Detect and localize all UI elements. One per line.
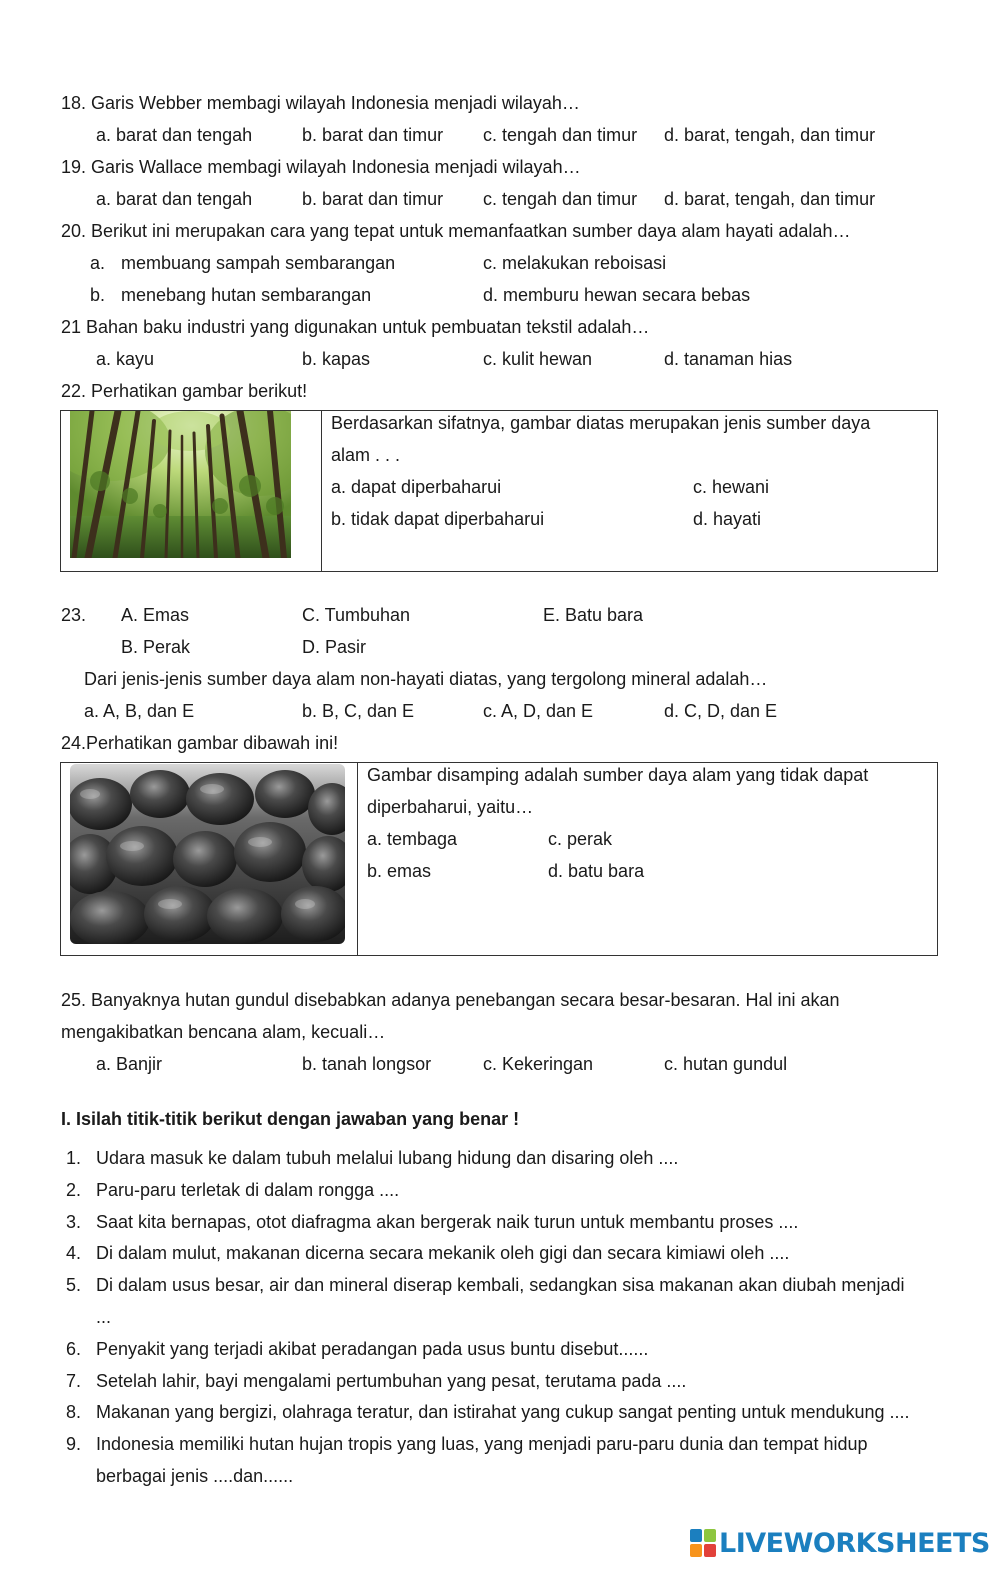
q21-option-d: d. tanaman hias [664,349,793,369]
q18-question: 18. Garis Webber membagi wilayah Indonesia menjadi wilayah… [61,93,580,113]
q20-option-d: d. memburu hewan secara bebas [483,285,751,305]
fill-item-number: 5. [66,1275,82,1295]
q22-option-b: b. tidak dapat diperbaharui [331,509,545,529]
coal-image [70,764,345,944]
q22-intro: 22. Perhatikan gambar berikut! [61,381,308,401]
fill-item-text-continued: ... [96,1307,112,1327]
q20-option-b-letter: b. [90,285,106,305]
q23-item-e: E. Batu bara [543,605,644,625]
q24-question-line1: Gambar disamping adalah sumber daya alam yang tidak dapat [367,765,869,785]
q20-question: 20. Berikut ini merupakan cara yang tepat untuk memanfaatkan sumber daya alam hayati adalah… [61,221,851,241]
q24-option-d: d. batu bara [548,861,645,881]
fill-item-text: Setelah lahir, bayi mengalami pertumbuhan yang pesat, terutama pada .... [96,1371,687,1391]
fill-item-text: Indonesia memiliki hutan hujan tropis yang luas, yang menjadi paru-paru dunia dan tempat hidup [96,1434,868,1454]
q22-divider [321,410,322,572]
fill-item-text: Paru-paru terletak di dalam rongga .... [96,1180,400,1200]
q24-intro: 24.Perhatikan gambar dibawah ini! [61,733,339,753]
q18-option-d: d. barat, tengah, dan timur [664,125,876,145]
section-i-heading: I. Isilah titik-titik berikut dengan jawaban yang benar ! [61,1109,520,1129]
q22-question-line1: Berdasarkan sifatnya, gambar diatas merupakan jenis sumber daya [331,413,871,433]
q22-question-line2: alam . . . [331,445,401,465]
q18-option-c: c. tengah dan timur [483,125,638,145]
q21-question: 21 Bahan baku industri yang digunakan untuk pembuatan tekstil adalah… [61,317,650,337]
q25-option-a: a. Banjir [96,1054,163,1074]
q23-item-c: C. Tumbuhan [302,605,411,625]
q23-item-a: A. Emas [121,605,190,625]
q23-option-b: b. B, C, dan E [302,701,415,721]
fill-item-number: 1. [66,1148,82,1168]
q24-option-c: c. perak [548,829,613,849]
q25-option-b: b. tanah longsor [302,1054,432,1074]
fill-item-text: Di dalam mulut, makanan dicerna secara mekanik oleh gigi dan secara kimiawi oleh .... [96,1243,790,1263]
q19-option-d: d. barat, tengah, dan timur [664,189,876,209]
q21-option-a: a. kayu [96,349,155,369]
q25-question-line1: 25. Banyaknya hutan gundul disebabkan adanya penebangan secara besar-besaran. Hal ini akan [61,990,840,1010]
q23-number: 23. [61,605,87,625]
q25-option-c: c. Kekeringan [483,1054,594,1074]
fill-item-text: Makanan yang bergizi, olahraga teratur, dan istirahat yang cukup sangat penting untuk mendukung .... [96,1402,910,1422]
q18-option-a: a. barat dan tengah [96,125,253,145]
q20-option-a: membuang sampah sembarangan [121,253,396,273]
fill-item-number: 8. [66,1402,82,1422]
q22-option-d: d. hayati [693,509,762,529]
q23-item-d: D. Pasir [302,637,367,657]
q22-option-c: c. hewani [693,477,770,497]
q20-option-b: menebang hutan sembarangan [121,285,372,305]
fill-item-number: 6. [66,1339,82,1359]
fill-item-text: Di dalam usus besar, air dan mineral diserap kembali, sedangkan sisa makanan akan diubah menjadi [96,1275,905,1295]
logo-text: LIVEWORKSHEETS [719,1527,990,1559]
q19-question: 19. Garis Wallace membagi wilayah Indonesia menjadi wilayah… [61,157,581,177]
q18-option-b: b. barat dan timur [302,125,444,145]
fill-item-number: 3. [66,1212,82,1232]
liveworksheets-logo[interactable] [690,1526,990,1560]
q19-option-a: a. barat dan tengah [96,189,253,209]
fill-item-number: 7. [66,1371,82,1391]
q21-option-c: c. kulit hewan [483,349,593,369]
fill-item-text: Saat kita bernapas, otot diafragma akan bergerak naik turun untuk membantu proses .... [96,1212,799,1232]
q23-item-b: B. Perak [121,637,191,657]
logo-mark-icon [690,1529,716,1557]
q23-option-a: a. A, B, dan E [84,701,195,721]
q24-question-line2: diperbaharui, yaitu… [367,797,534,817]
fill-item-text: Udara masuk ke dalam tubuh melalui lubang hidung dan disaring oleh .... [96,1148,679,1168]
forest-image [70,411,291,558]
fill-item-number: 2. [66,1180,82,1200]
fill-item-text-continued: berbagai jenis ....dan...... [96,1466,294,1486]
q19-option-c: c. tengah dan timur [483,189,638,209]
q23-option-d: d. C, D, dan E [664,701,778,721]
q20-option-a-letter: a. [90,253,106,273]
q23-question: Dari jenis-jenis sumber daya alam non-hayati diatas, yang tergolong mineral adalah… [84,669,768,689]
fill-item-text: Penyakit yang terjadi akibat peradangan pada usus buntu disebut...... [96,1339,649,1359]
q19-option-b: b. barat dan timur [302,189,444,209]
fill-item-number: 4. [66,1243,82,1263]
q24-divider [357,762,358,956]
fill-item-number: 9. [66,1434,82,1454]
q23-option-c: c. A, D, dan E [483,701,594,721]
q20-option-c: c. melakukan reboisasi [483,253,667,273]
q21-option-b: b. kapas [302,349,371,369]
q22-option-a: a. dapat diperbaharui [331,477,502,497]
q24-option-b: b. emas [367,861,432,881]
q25-option-d: c. hutan gundul [664,1054,788,1074]
q24-option-a: a. tembaga [367,829,458,849]
q25-question-line2: mengakibatkan bencana alam, kecuali… [61,1022,386,1042]
